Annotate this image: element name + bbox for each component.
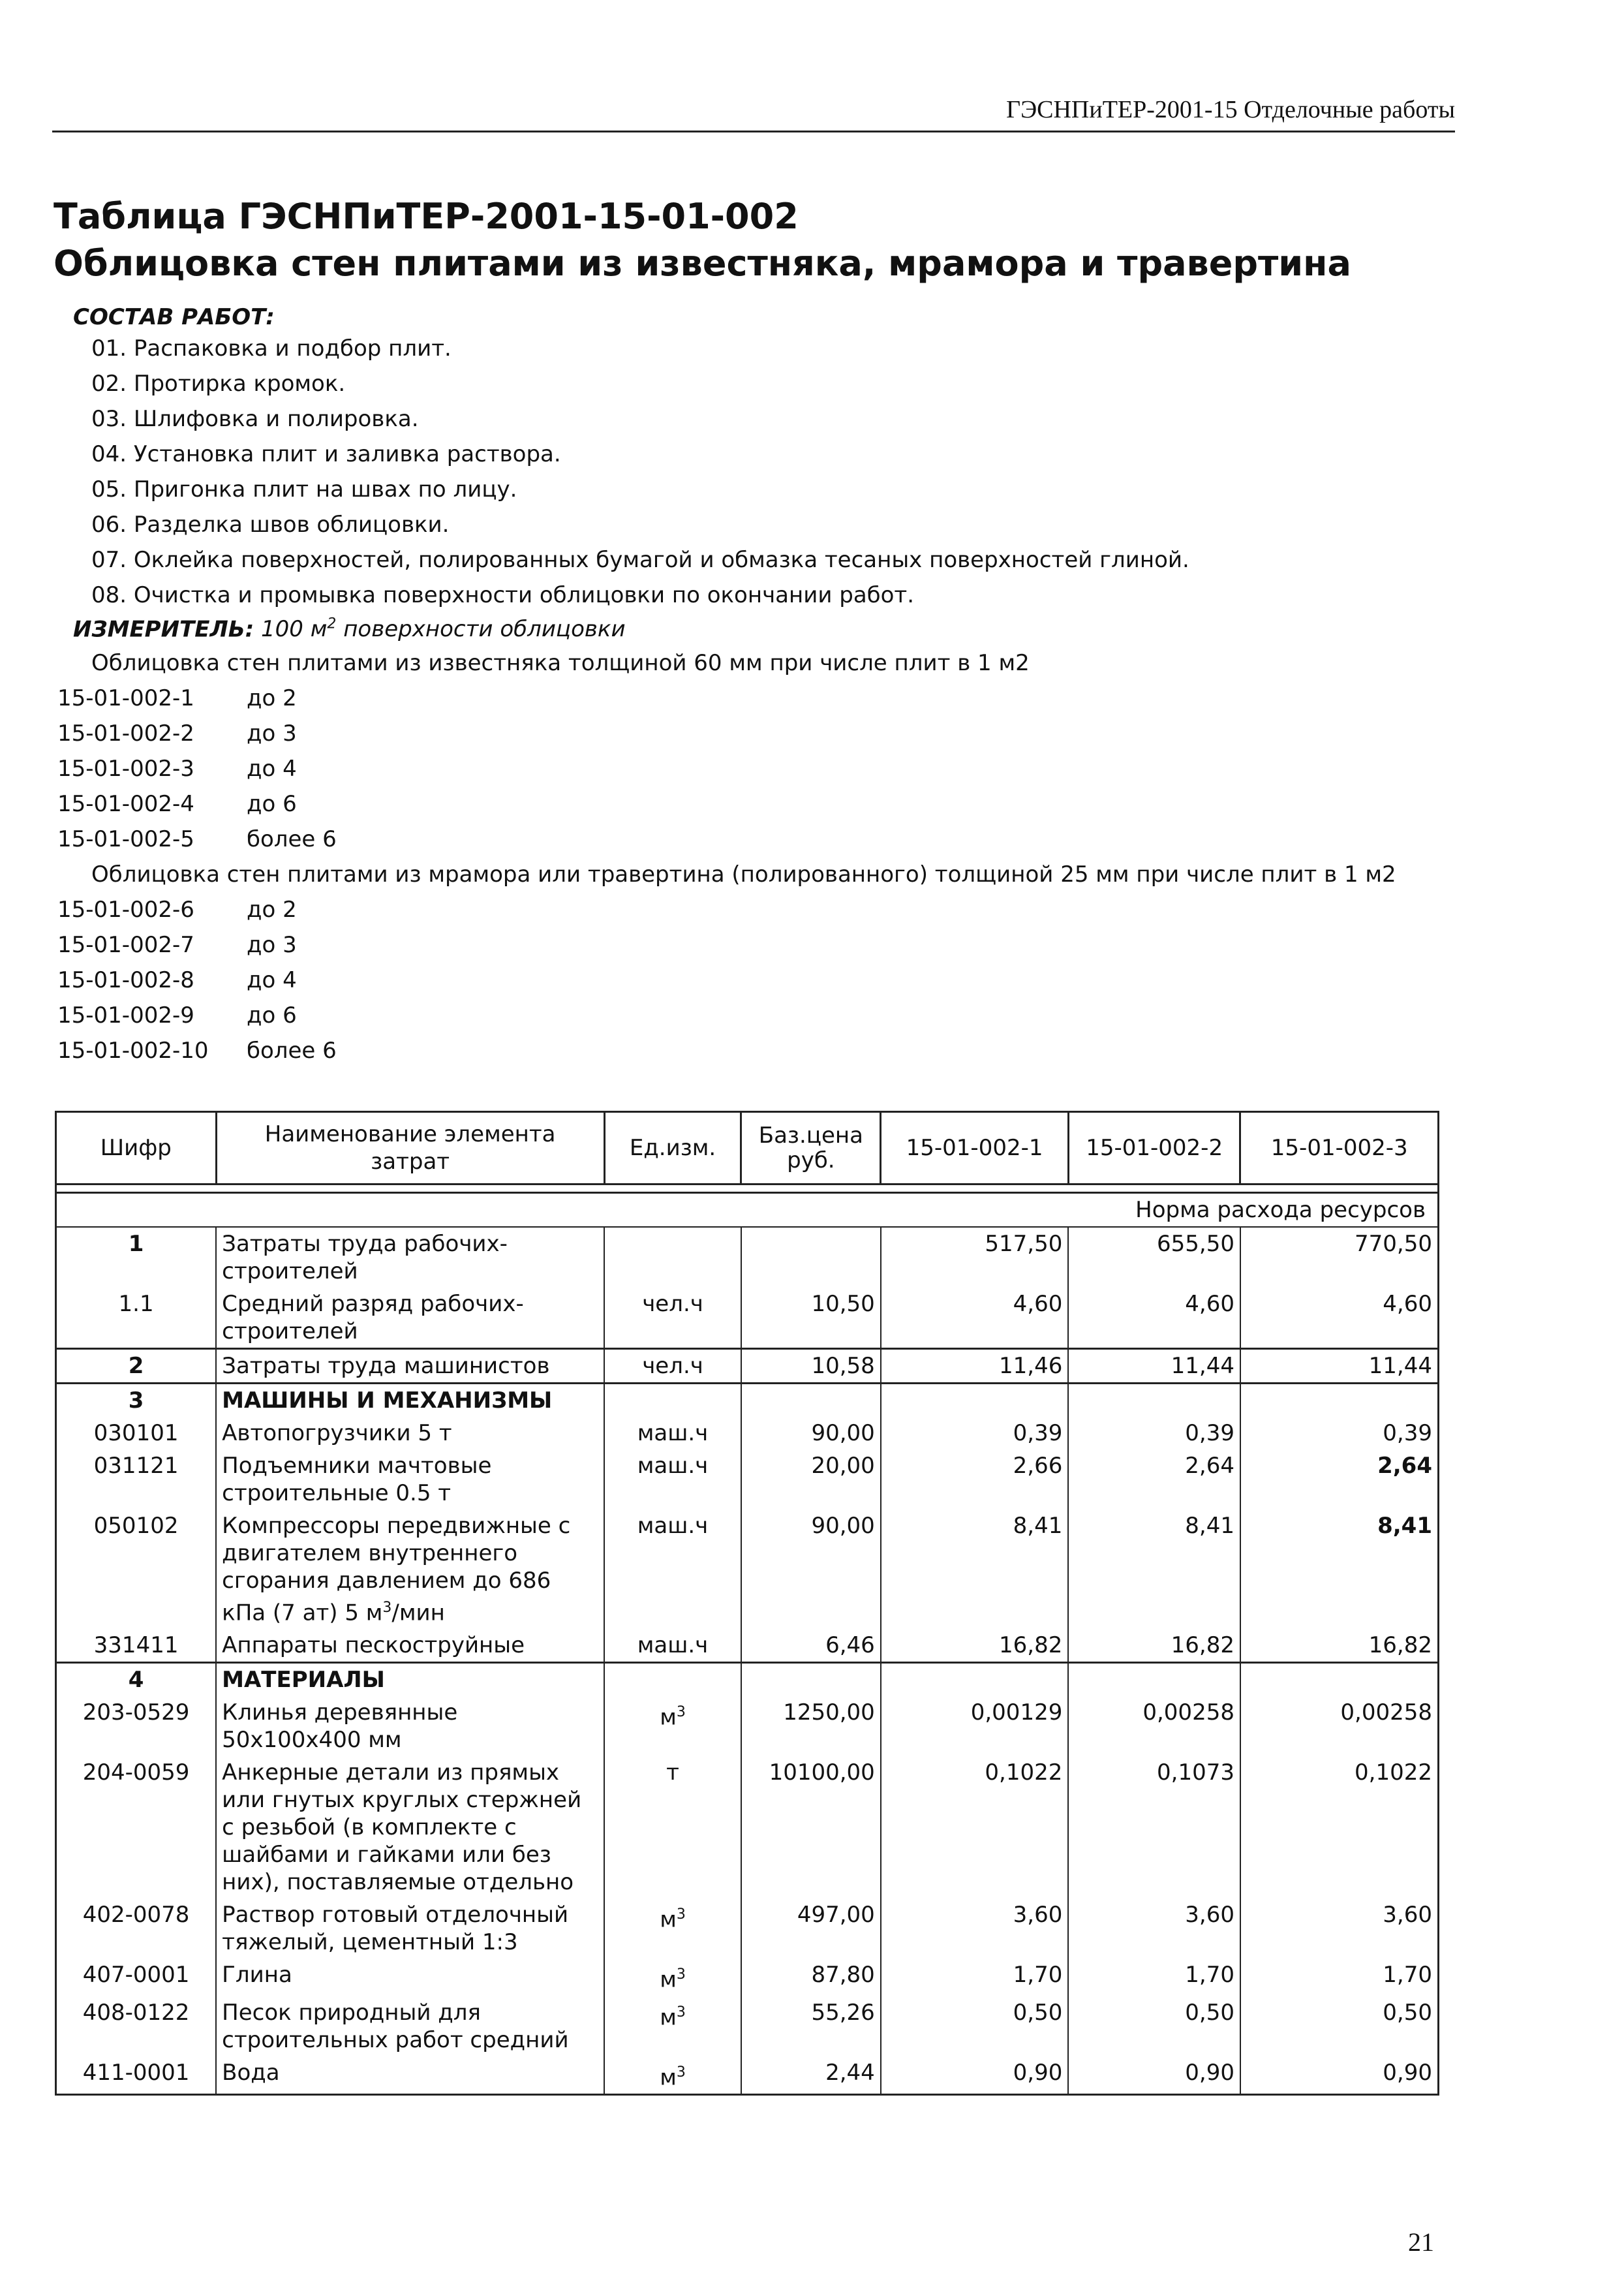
row-code: 3 bbox=[56, 1384, 217, 1417]
row-v3: 16,82 bbox=[1240, 1629, 1439, 1663]
code: 15-01-002-8 bbox=[57, 967, 194, 993]
row-unit: чел.ч bbox=[604, 1349, 741, 1384]
row-v2: 0,90 bbox=[1068, 2056, 1240, 2095]
table-row bbox=[56, 1996, 1439, 2056]
running-header bbox=[52, 91, 1455, 132]
row-v2: 16,82 bbox=[1068, 1629, 1240, 1663]
norm-label: Норма расхода ресурсов bbox=[56, 1193, 1439, 1228]
row-code: 331411 bbox=[56, 1629, 217, 1663]
table-row bbox=[56, 1227, 1439, 1288]
row-v2: 0,50 bbox=[1068, 1996, 1240, 2056]
meter-label: ИЗМЕРИТЕЛЬ: bbox=[73, 616, 254, 643]
row-unit: маш.ч bbox=[604, 1449, 741, 1510]
row-price: 90,00 bbox=[741, 1417, 881, 1449]
header-col2: 15-01-002-2 bbox=[1068, 1112, 1240, 1185]
table-title: Таблица ГЭСНПиТЕР-2001-15-01-002 bbox=[54, 196, 799, 237]
table-row bbox=[56, 1510, 1439, 1629]
code: 15-01-002-7 bbox=[57, 932, 194, 958]
row-code: 408-0122 bbox=[56, 1996, 217, 2056]
row-code: 1.1 bbox=[56, 1288, 217, 1349]
row-price bbox=[741, 1227, 881, 1288]
row-price: 6,46 bbox=[741, 1629, 881, 1663]
row-price: 90,00 bbox=[741, 1510, 881, 1629]
row-name: Песок природный для строительных работ средний bbox=[216, 1996, 604, 2056]
row-code: 203-0529 bbox=[56, 1696, 217, 1756]
group2-title: Облицовка стен плитами из мрамора или травертина (полированного) толщиной 25 мм при числе плит в 1 м2 bbox=[91, 861, 1396, 888]
row-v3: 4,60 bbox=[1240, 1288, 1439, 1349]
row-v1: 0,1022 bbox=[881, 1756, 1069, 1898]
page-number: 21 bbox=[1408, 2227, 1434, 2257]
row-name: Аппараты пескоструйные bbox=[216, 1629, 604, 1663]
work-item: 07. Оклейка поверхностей, полированных бумагой и обмазка тесаных поверхностей глиной. bbox=[91, 547, 1189, 573]
table-row bbox=[56, 1959, 1439, 1996]
header-col3: 15-01-002-3 bbox=[1240, 1112, 1439, 1185]
row-v2: 0,00258 bbox=[1068, 1696, 1240, 1756]
row-price: 10100,00 bbox=[741, 1756, 881, 1898]
row-unit: т bbox=[604, 1756, 741, 1898]
row-unit: маш.ч bbox=[604, 1629, 741, 1663]
row-code: 4 bbox=[56, 1663, 217, 1697]
code-value: до 6 bbox=[247, 791, 297, 817]
table-row bbox=[56, 2056, 1439, 2095]
row-name: Клинья деревянные 50х100х400 мм bbox=[216, 1696, 604, 1756]
code-value: до 4 bbox=[247, 756, 297, 782]
row-v3: 0,1022 bbox=[1240, 1756, 1439, 1898]
row-unit: $м^3$ bbox=[604, 2056, 741, 2095]
code-value: более 6 bbox=[247, 1038, 337, 1064]
work-item: 04. Установка плит и заливка раствора. bbox=[91, 441, 561, 467]
row-unit bbox=[604, 1227, 741, 1288]
row-name: Глина bbox=[216, 1959, 604, 1996]
row-v2: 8,41 bbox=[1068, 1510, 1240, 1629]
row-unit: $м^3$ bbox=[604, 1696, 741, 1756]
row-price: 1250,00 bbox=[741, 1696, 881, 1756]
row-v3: 0,90 bbox=[1240, 2056, 1439, 2095]
work-item: 01. Распаковка и подбор плит. bbox=[91, 335, 452, 362]
code-value: до 3 bbox=[247, 932, 297, 958]
row-code: 050102 bbox=[56, 1510, 217, 1629]
code: 15-01-002-9 bbox=[57, 1002, 194, 1029]
row-name: Компрессоры передвижные с двигателем внутреннего сгорания давлением до 686 кПа (7 ат) 5 $м^3$/мин bbox=[216, 1510, 604, 1629]
row-code: 2 bbox=[56, 1349, 217, 1384]
row-v3: 0,39 bbox=[1240, 1417, 1439, 1449]
code: 15-01-002-4 bbox=[57, 791, 194, 817]
row-name: Вода bbox=[216, 2056, 604, 2095]
section-row bbox=[56, 1663, 1439, 1697]
code: 15-01-002-3 bbox=[57, 756, 194, 782]
table-row bbox=[56, 1756, 1439, 1898]
code-value: до 6 bbox=[247, 1002, 297, 1029]
row-v1: 11,46 bbox=[881, 1349, 1069, 1384]
header-col1: 15-01-002-1 bbox=[881, 1112, 1069, 1185]
table-row bbox=[56, 1898, 1439, 1959]
code-value: более 6 bbox=[247, 826, 337, 852]
row-v1: 4,60 bbox=[881, 1288, 1069, 1349]
resource-table bbox=[55, 1111, 1439, 2096]
code: 15-01-002-10 bbox=[57, 1038, 209, 1064]
row-unit: $м^3$ bbox=[604, 1996, 741, 2056]
row-price: 497,00 bbox=[741, 1898, 881, 1959]
row-unit: $м^3$ bbox=[604, 1959, 741, 1996]
meter-value: 100 м bbox=[261, 616, 328, 643]
code-value: до 3 bbox=[247, 720, 297, 747]
row-v2: 0,1073 bbox=[1068, 1756, 1240, 1898]
table-row bbox=[56, 1349, 1439, 1384]
row-name: Раствор готовый отделочный тяжелый, цементный 1:3 bbox=[216, 1898, 604, 1959]
row-v1: 3,60 bbox=[881, 1898, 1069, 1959]
row-price: 10,50 bbox=[741, 1288, 881, 1349]
row-v1: 517,50 bbox=[881, 1227, 1069, 1288]
section-title: МАТЕРИАЛЫ bbox=[216, 1663, 604, 1697]
row-price: 87,80 bbox=[741, 1959, 881, 1996]
row-unit: $м^3$ bbox=[604, 1898, 741, 1959]
row-v1: 2,66 bbox=[881, 1449, 1069, 1510]
row-v2: 3,60 bbox=[1068, 1898, 1240, 1959]
row-v1: 0,90 bbox=[881, 2056, 1069, 2095]
row-v3: 1,70 bbox=[1240, 1959, 1439, 1996]
table-row bbox=[56, 1449, 1439, 1510]
row-v3: 2,64 bbox=[1240, 1449, 1439, 1510]
row-price: 10,58 bbox=[741, 1349, 881, 1384]
table-subtitle: Облицовка стен плитами из известняка, мрамора и травертина bbox=[54, 243, 1351, 284]
row-v1: 0,50 bbox=[881, 1996, 1069, 2056]
code: 15-01-002-6 bbox=[57, 897, 194, 923]
row-name: Подъемники мачтовые строительные 0.5 т bbox=[216, 1449, 604, 1510]
code: 15-01-002-1 bbox=[57, 685, 194, 711]
table-row bbox=[56, 1696, 1439, 1756]
row-code: 1 bbox=[56, 1227, 217, 1288]
group1-title: Облицовка стен плитами из известняка толщиной 60 мм при числе плит в 1 м2 bbox=[91, 650, 1030, 676]
row-v2: 0,39 bbox=[1068, 1417, 1240, 1449]
row-unit: маш.ч bbox=[604, 1510, 741, 1629]
row-name: Средний разряд рабочих-строителей bbox=[216, 1288, 604, 1349]
section-row bbox=[56, 1384, 1439, 1417]
row-v2: 655,50 bbox=[1068, 1227, 1240, 1288]
work-item: 05. Пригонка плит на швах по лицу. bbox=[91, 476, 517, 503]
row-name: Автопогрузчики 5 т bbox=[216, 1417, 604, 1449]
code-value: до 2 bbox=[247, 897, 297, 923]
code: 15-01-002-5 bbox=[57, 826, 194, 852]
work-item: 08. Очистка и промывка поверхности облицовки по окончании работ. bbox=[91, 582, 915, 608]
norm-row bbox=[56, 1193, 1439, 1228]
work-item: 03. Шлифовка и полировка. bbox=[91, 406, 419, 432]
row-v1: 0,39 bbox=[881, 1417, 1069, 1449]
row-v2: 1,70 bbox=[1068, 1959, 1240, 1996]
row-v1: 0,00129 bbox=[881, 1696, 1069, 1756]
header-price: Баз.цена руб. bbox=[741, 1112, 881, 1185]
row-price: 2,44 bbox=[741, 2056, 881, 2095]
work-label: СОСТАВ РАБОТ: bbox=[73, 304, 275, 330]
work-item: 02. Протирка кромок. bbox=[91, 371, 346, 397]
row-name: Затраты труда рабочих-строителей bbox=[216, 1227, 604, 1288]
row-v1: 16,82 bbox=[881, 1629, 1069, 1663]
row-v2: 2,64 bbox=[1068, 1449, 1240, 1510]
row-code: 407-0001 bbox=[56, 1959, 217, 1996]
row-v2: 11,44 bbox=[1068, 1349, 1240, 1384]
row-v3: 11,44 bbox=[1240, 1349, 1439, 1384]
code-value: до 2 bbox=[247, 685, 297, 711]
meter-line: ИЗМЕРИТЕЛЬ: 100 $м^2$ поверхности облицовки bbox=[73, 616, 626, 643]
row-name: Затраты труда машинистов bbox=[216, 1349, 604, 1384]
work-item: 06. Разделка швов облицовки. bbox=[91, 512, 450, 538]
row-v2: 4,60 bbox=[1068, 1288, 1240, 1349]
table-row bbox=[56, 1417, 1439, 1449]
row-code: 204-0059 bbox=[56, 1756, 217, 1898]
row-v3: 0,50 bbox=[1240, 1996, 1439, 2056]
row-name: Анкерные детали из прямых или гнутых круглых стержней с резьбой (в комплекте с шайбами и гайками или без них), поставляемые отдельно bbox=[216, 1756, 604, 1898]
row-price: 55,26 bbox=[741, 1996, 881, 2056]
row-code: 031121 bbox=[56, 1449, 217, 1510]
header-name: Наименование элемента затрат bbox=[216, 1112, 604, 1185]
row-code: 402-0078 bbox=[56, 1898, 217, 1959]
row-v1: 1,70 bbox=[881, 1959, 1069, 1996]
header-unit: Ед.изм. bbox=[604, 1112, 741, 1185]
table-row bbox=[56, 1288, 1439, 1349]
row-v3: 0,00258 bbox=[1240, 1696, 1439, 1756]
table-row bbox=[56, 1629, 1439, 1663]
header-text: ГЭСНПиТЕР-2001-15 Отделочные работы bbox=[1006, 96, 1455, 123]
section-title: МАШИНЫ И МЕХАНИЗМЫ bbox=[216, 1384, 604, 1417]
code-value: до 4 bbox=[247, 967, 297, 993]
row-price: 20,00 bbox=[741, 1449, 881, 1510]
table-header-row bbox=[56, 1112, 1439, 1185]
row-v3: 3,60 bbox=[1240, 1898, 1439, 1959]
row-v3: 8,41 bbox=[1240, 1510, 1439, 1629]
row-v3: 770,50 bbox=[1240, 1227, 1439, 1288]
row-unit: чел.ч bbox=[604, 1288, 741, 1349]
header-shifr: Шифр bbox=[56, 1112, 217, 1185]
row-v1: 8,41 bbox=[881, 1510, 1069, 1629]
row-code: 030101 bbox=[56, 1417, 217, 1449]
row-code: 411-0001 bbox=[56, 2056, 217, 2095]
code: 15-01-002-2 bbox=[57, 720, 194, 747]
row-unit: маш.ч bbox=[604, 1417, 741, 1449]
